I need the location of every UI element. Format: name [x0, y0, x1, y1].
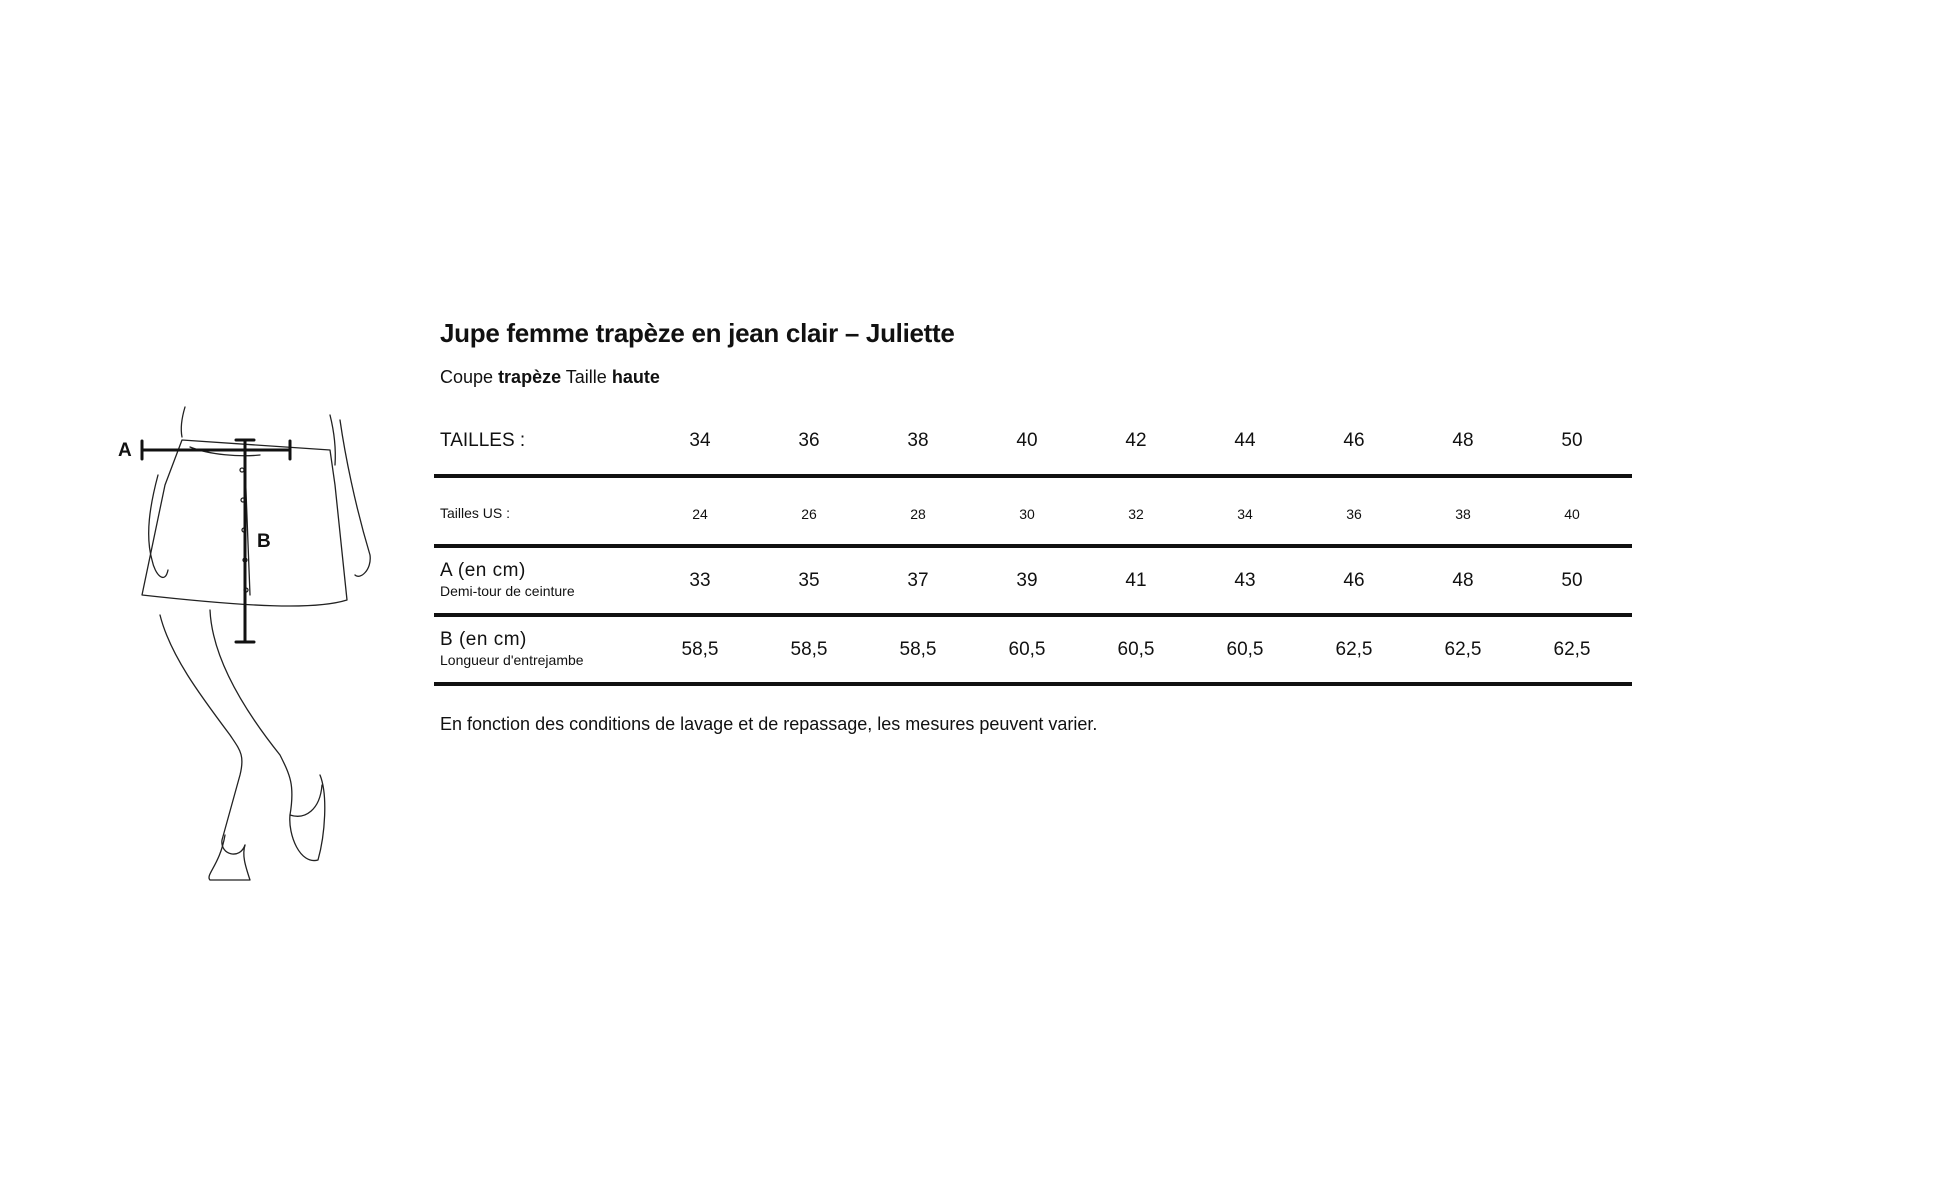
a-value-cell: 33 — [689, 570, 711, 591]
b-value-cell: 62,5 — [1444, 639, 1482, 660]
size-table — [434, 410, 1632, 686]
us-size-cell: 30 — [1019, 506, 1035, 522]
b-sublabel: Longueur d'entrejambe — [440, 652, 584, 668]
table-row-sizes — [434, 410, 1632, 478]
care-note: En fonction des conditions de lavage et de repassage, les mesures peuvent varier. — [440, 714, 1098, 734]
torso-outline — [181, 407, 185, 437]
a-value-cell: 41 — [1125, 570, 1147, 591]
size-cell: 34 — [689, 430, 711, 451]
us-sizes-row-label: Tailles US : — [440, 505, 511, 521]
a-sublabel: Demi-tour de ceinture — [440, 583, 575, 599]
right-arm — [340, 420, 370, 576]
size-cell: 42 — [1125, 430, 1147, 451]
waist-word: Taille — [565, 367, 607, 387]
b-value-cell: 58,5 — [681, 639, 719, 660]
a-label: A (en cm) — [440, 560, 526, 581]
cut-word: Coupe — [440, 367, 494, 387]
size-cell: 40 — [1016, 430, 1038, 451]
marker-a-label: A — [118, 440, 132, 461]
b-label: B (en cm) — [440, 629, 527, 650]
a-value-cell: 39 — [1016, 570, 1038, 591]
size-cell: 46 — [1343, 430, 1365, 451]
waist-value: haute — [611, 367, 660, 387]
us-size-cell: 36 — [1346, 506, 1362, 522]
a-value-cell: 43 — [1234, 570, 1256, 591]
us-size-cell: 24 — [692, 506, 708, 522]
product-subtitle — [440, 367, 660, 388]
us-size-cell: 34 — [1237, 506, 1253, 522]
table-row-a — [434, 548, 1632, 617]
a-value-cell: 46 — [1343, 570, 1365, 591]
size-cell: 50 — [1561, 430, 1583, 451]
cut-value: trapèze — [498, 367, 562, 387]
size-cell: 38 — [907, 430, 929, 451]
size-cell: 44 — [1234, 430, 1256, 451]
b-value-cell: 58,5 — [790, 639, 828, 660]
us-size-cell: 38 — [1455, 506, 1471, 522]
size-cell: 48 — [1452, 430, 1474, 451]
sizes-row-label: TAILLES : — [440, 430, 526, 451]
table-row-b — [434, 617, 1632, 686]
us-size-cell: 26 — [801, 506, 817, 522]
us-size-cell: 32 — [1128, 506, 1144, 522]
b-row-label — [440, 629, 584, 668]
b-value-cell: 62,5 — [1553, 639, 1591, 660]
us-size-cell: 28 — [910, 506, 926, 522]
b-value-cell: 62,5 — [1335, 639, 1373, 660]
a-value-cell: 37 — [907, 570, 929, 591]
b-value-cell: 60,5 — [1008, 639, 1046, 660]
a-value-cell: 35 — [798, 570, 820, 591]
size-cell: 36 — [798, 430, 820, 451]
a-value-cell: 50 — [1561, 570, 1583, 591]
b-value-cell: 60,5 — [1117, 639, 1155, 660]
page-title: Jupe femme trapèze en jean clair – Juliette — [440, 318, 955, 348]
a-row-label — [440, 560, 575, 599]
a-value-cell: 48 — [1452, 570, 1474, 591]
marker-b-label: B — [257, 531, 271, 552]
table-row-us-sizes — [434, 478, 1632, 548]
b-value-cell: 60,5 — [1226, 639, 1264, 660]
left-arm — [149, 475, 168, 577]
b-value-cell: 58,5 — [899, 639, 937, 660]
us-size-cell: 40 — [1564, 506, 1580, 522]
skirt-measurement-illustration — [118, 395, 390, 895]
